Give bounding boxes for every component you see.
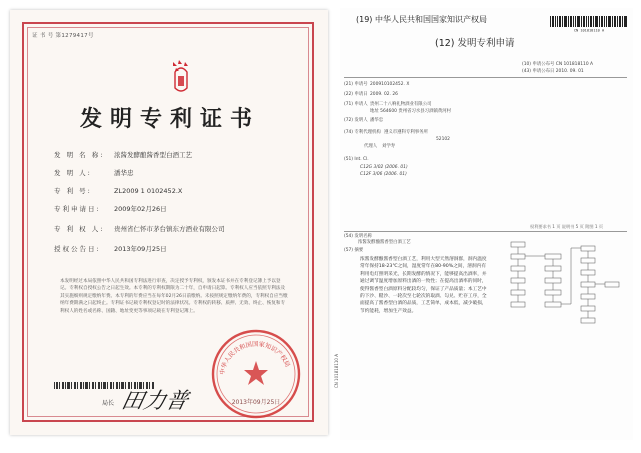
field-value: 贵州省仁怀市茅台镇东方酒业有限公司 — [114, 225, 225, 233]
ipc-class: C12F 3/06 (2006. 01) — [360, 172, 407, 177]
barcode-number: CN 101818110 A — [573, 28, 605, 32]
certificate-body-text: 本发明经过本局依照中华人民共和国专利法进行审查，决定授予专利权，颁发本证书并在专利登记簿上予以登记。专利权自授权公告之日起生效。本专利的专利权期限为二十年，自申请日起算。专利权人应当依照专利法及其实施细则规定缴纳年费。本专利的年费应当在每年02月26日前缴纳。未按照规定缴纳年费的，专利权自应当缴纳年费期满之日起终止。专利证书记载专利权登记时的法律状况。专利权的转移、质押、无效、终止、恢复和专利权人的姓名或名称、国籍、地址变更等事项记载在专利登记簿上。 — [60, 279, 288, 314]
certificate-title: 发明专利证书 — [79, 106, 260, 132]
ipc-class: C12G 3/02 (2006. 01) — [360, 165, 408, 170]
field-value: 浓酱发酵酿酱香型白酒工艺 — [114, 151, 192, 159]
seal-star-icon — [244, 361, 268, 385]
field-label: 发 明 名 称: — [54, 151, 105, 159]
agency-code: 52102 — [436, 137, 450, 142]
field-label: 发 明 人: — [54, 169, 92, 177]
seal-text: 中华人民共和国国家知识产权局 — [219, 340, 291, 376]
certificate-number: 证 书 号 第1279417号 — [32, 33, 94, 39]
field-patent-number — [54, 186, 182, 195]
field-grant-date — [54, 244, 167, 253]
field-value: ZL2009 1 0102452.X — [114, 187, 183, 195]
publication-date: (43) 申请公布日 2010. 09. 01 — [522, 69, 584, 74]
publication-number: (10) 申请公布号 CN 101818110 A — [522, 62, 594, 67]
side-publication-code: CN 101818110 A — [334, 354, 339, 388]
patent-certificate — [10, 10, 328, 435]
barcode-icon — [550, 16, 628, 32]
applicant-address: 地址 564600 贵州省习水县习酒镇黄河村 — [370, 109, 452, 114]
patent-document-type: (12) 发明专利申请 — [435, 38, 515, 49]
patent-field: (72) 发明人 潘华忠 — [344, 118, 384, 123]
field-invention-name — [54, 150, 192, 159]
page-count-note: 权利要求书 1 页 说明书 5 页 附图 1 页 — [530, 224, 604, 229]
abstract-label: (57) 摘要 — [344, 248, 364, 253]
patent-field: (22) 申请日 2009. 02. 26 — [344, 92, 398, 97]
divider — [344, 231, 627, 232]
field-label: 专利申请日: — [54, 205, 101, 213]
seal-date: 2013年09月25日 — [231, 399, 281, 406]
field-value: 2013年09月25日 — [114, 245, 167, 253]
director-label: 局长 — [102, 400, 115, 407]
patent-field: (71) 申请人 贵州二十八响礼物酒业有限公司 — [344, 102, 432, 107]
field-patentee — [54, 224, 225, 233]
field-value: 2009年02月26日 — [114, 205, 167, 213]
patent-field: (21) 申请号 200910102452. X — [344, 82, 410, 87]
patent-publication-page — [334, 8, 633, 440]
process-flow-diagram — [505, 238, 625, 338]
invention-title: 浓酱发酵酿酱香型白酒工艺 — [358, 240, 411, 245]
emblem-icon — [167, 58, 195, 96]
divider — [344, 77, 627, 78]
official-seal — [210, 328, 302, 420]
director-signature: 田力普 — [118, 389, 191, 414]
patent-office: (19) 中华人民共和国国家知识产权局 — [356, 15, 487, 24]
patent-field: 代理人 刘学寿 — [364, 144, 396, 149]
field-label: 专 利 权 人: — [54, 225, 105, 233]
invention-title-label: (54) 发明名称 — [344, 234, 372, 239]
field-inventor — [54, 168, 134, 177]
field-label: 专 利 号: — [54, 187, 92, 195]
field-application-date — [54, 204, 167, 213]
patent-field: (51) Int. Cl. — [344, 157, 369, 162]
abstract-text: 浓酱发酵酿酱香型白酒工艺，利用大型天然溶洞群，洞内温度常年保持18-23℃之间，湿度常年在80-90%之间，溶洞内有利用电灯照明采光，长期发酵的情况下，能够提高出酒率，并通过调节温度增加原料出酒的一致性；在提高出酒率的同时，使得酱香型白酒原料分配较均匀，保证了产品质量；本工艺中的下沙、糙沙、一轮次至七轮次的取酒、勾兑、贮存工序，全面提高了酱香型白酒的品质，工艺简单，成本低，减少破损，节约能耗，增加生产效益。 — [360, 257, 487, 314]
field-value: 潘华忠 — [114, 169, 134, 177]
field-label: 授权公告日: — [54, 245, 101, 253]
patent-field: (74) 专利代理机构 遵义市遵科专利事务所 — [344, 130, 428, 135]
